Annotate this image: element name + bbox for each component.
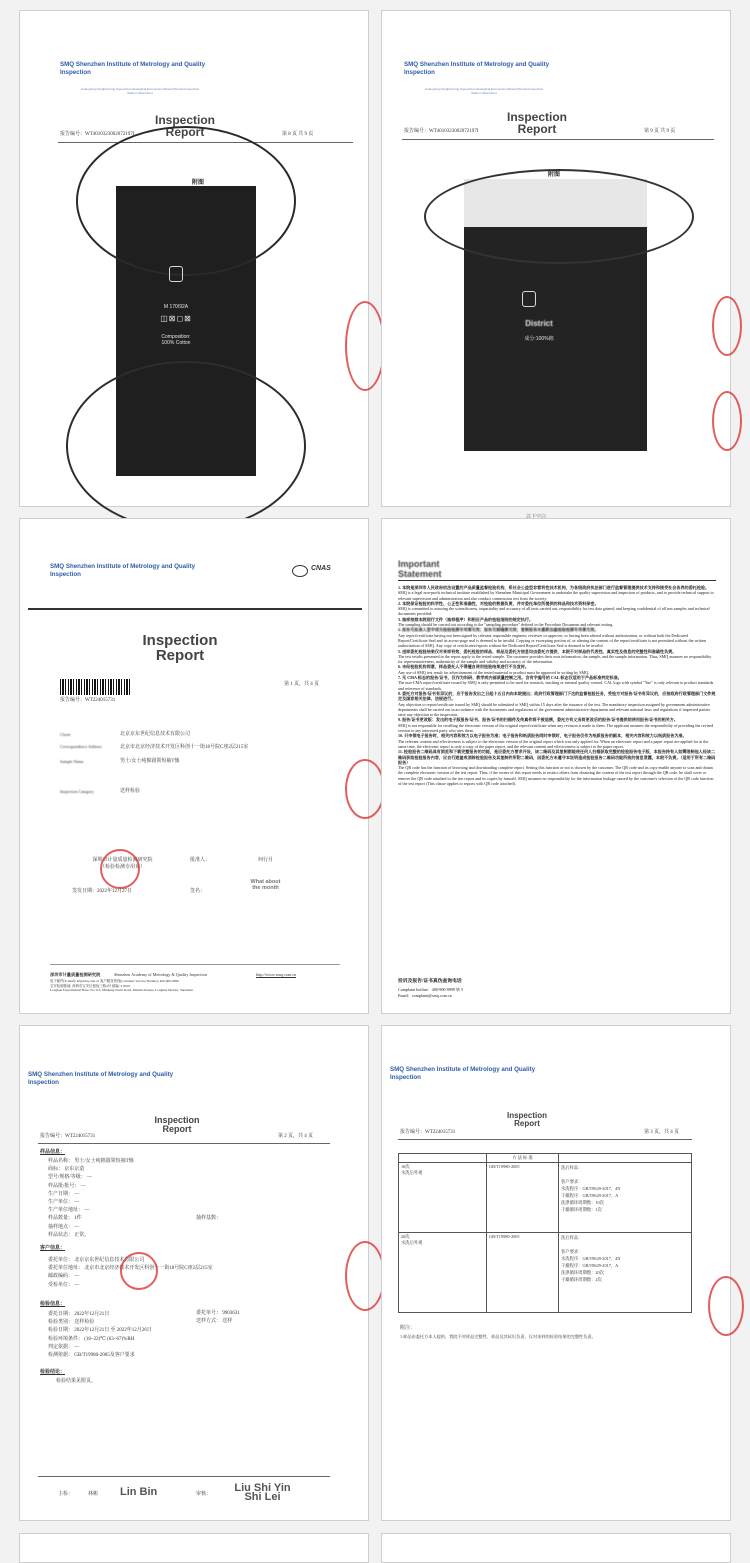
statement-item: The relevant content and effectiveness is subject to the electronic version of the original report which was only applied for. When an electronic report and a paper report are applied for at the same time, the electronic report is only a copy of the paper report, and the relevant content and effectiveness is subject to the paper report. bbox=[398, 738, 709, 749]
client-label: Client bbox=[60, 732, 71, 737]
statement-list bbox=[398, 585, 716, 786]
complaint-hotline: Complaint hotline：400-900-9999 转 5 bbox=[398, 987, 464, 992]
note-text: 1.样品由委托方本人提供，我院不对样品完整性、样品及其标识负责，仅对来样的检验结果的完整性负责。 bbox=[400, 1334, 596, 1339]
approver-name: 何行月 bbox=[258, 858, 274, 863]
size-label: M 170/92A bbox=[163, 304, 189, 310]
order-number: 委托单号： 9903631 bbox=[196, 1311, 240, 1316]
statement-item: 11. 检验报告二维码具有浏览和下载完整报告的功能，是应委托方要求开设，该二维码及其复制图能使任何人扫描获取完整的检验报告电子版，本报告持有人如需限制他人经该二维码获取检验报告内容，应自行遮盖或消除检验报告及其复制件所附二维码，因委托方未遵守本说明造成检验报告二维码功能所致的信息泄露，本院不负责。（适用于所有二维码报告） bbox=[398, 749, 716, 765]
sample-section-heading: 样品信息： bbox=[40, 1150, 66, 1155]
statement-item: 8. 委托方对报告/证书有异议的，应于报告发出之日起十五日内向本院提出；政府行政管理部门下达的监督检验任务，受检方对报告/证书有异议的，应按政府行政管理部门文件规定及国家相关法律、法规进行。 bbox=[398, 690, 716, 702]
approver-signature: What about the month bbox=[250, 879, 281, 891]
sampling-base-label: 抽样基数： bbox=[196, 1216, 222, 1221]
note-title: 附注： bbox=[400, 1326, 416, 1331]
sample-info-row: 样品状态： 正常。 bbox=[48, 1232, 90, 1238]
red-seal-stamp bbox=[100, 849, 140, 889]
footer-address: 电子邮件(E-mail): kf@smq.com.cn 客户服务热线(Customer Service Hotline): 400-900-9999 宝安检测基地: 深圳市宝安区留仙三路4号 邮编: 518101 Longhua Experimental Base: No.113, Minkang North Road, Minzhi Avenue, Longhua District, Shenzhen bbox=[50, 979, 194, 993]
results-table bbox=[398, 1153, 692, 1313]
cma-logo-icon bbox=[292, 565, 308, 577]
report-title: Inspection Report bbox=[154, 1115, 200, 1134]
sample-info-row: 生产日期： — bbox=[48, 1191, 80, 1197]
header-rule bbox=[38, 1143, 330, 1144]
complaint-heading: 投诉及报告/证书真伪查询电话 bbox=[398, 979, 462, 984]
brand-label: District bbox=[525, 319, 553, 328]
report-number: 报告编号：WT224015731 bbox=[400, 1130, 456, 1135]
statement-item: Any objection to report/certificate issued by SMQ should be submitted to SMQ within 15 days after the issuance of the test. The mandatory inspection assigned by government administrative departments shall be carried out in accordance with the documents and regulations of the government administrative department and relevant national laws and regulations if inspected parties raise any objection to the inspection. bbox=[398, 701, 711, 718]
important-statement-page bbox=[381, 518, 731, 1014]
statement-item: 10. 只申领电子报告时，相关内容和效力以电子报告为准；电子报告和纸质报告同时申领时，电子报告仅作为纸质报告的副本，相关内容和效力以纸质报告为准。 bbox=[398, 733, 687, 739]
method-cell: GB/T19980-2005 bbox=[487, 1233, 559, 1313]
institute-name: SMQ Shenzhen Institute of Metrology and Quality Inspection bbox=[404, 61, 550, 76]
collar-seam bbox=[424, 169, 694, 264]
garment-label-photo bbox=[116, 186, 256, 476]
neckband-seam bbox=[66, 361, 306, 531]
composition-label: Composition: 100% Cotton bbox=[161, 334, 191, 346]
test-info-row: 检验类别： 送样检验 bbox=[48, 1320, 95, 1326]
institute-seal-text: 深圳市计量质量检测研究院 （检验检测专用章） bbox=[92, 858, 153, 870]
footer-institute-en: Shenzhen Academy of Metrology & Quality Inspection bbox=[114, 972, 207, 977]
test-info-row: 检验环境条件： (18~22)℃ (63~67)%RH bbox=[48, 1336, 135, 1342]
statement-item: SMQ is a legal non-profit technical institute established by Shenzhen Municipal Government to undertake the quality supervision and inspection of products, and to provide technical support to relevant supervision and administration and also conduct commission test from the society. bbox=[398, 590, 714, 601]
garment-label-photo bbox=[464, 179, 647, 451]
conclusion-text: 检验结果见附页。 bbox=[56, 1379, 97, 1384]
statement-item: SMQ is not responsible for recalling the electronic version of the original report/certificate when any revision is made to them. The applicant assumes the responsibility of providing the revised version to any interested party who uses them. bbox=[398, 722, 714, 734]
type-label: Inspection Category bbox=[60, 789, 94, 794]
inspector-name: 林彬 bbox=[88, 1492, 99, 1497]
reviewer-signature: Liu Shi Yin Shi Lei bbox=[234, 1482, 291, 1503]
statement-item: SMQ is committed to assuring the scientificness, impartiality and accuracy of all tests carried out, responsibility for test data gained, and keeping confidential of all test samples and technical documents provided. bbox=[398, 606, 710, 617]
sample-info-row: 抽样地点： — bbox=[48, 1224, 80, 1230]
inspector-signature: Lin Bin bbox=[120, 1486, 158, 1498]
reviewer-label: 审核： bbox=[196, 1492, 212, 1497]
sample-info-row: 样品名称： 男士/女士纯棉圆领短袖T恤 bbox=[48, 1159, 134, 1164]
next-page-partial bbox=[19, 1533, 369, 1563]
table-row bbox=[399, 1163, 692, 1233]
test-info-row: 检验日期： 2022年12月21日 至 2022年12月26日 bbox=[48, 1328, 152, 1334]
sample-info-row: 生产单位： — bbox=[48, 1200, 80, 1206]
address-label: Correspondence Address bbox=[60, 744, 102, 749]
header-rule bbox=[28, 608, 362, 610]
report-page-8 bbox=[19, 10, 369, 507]
report-title: Inspection Report bbox=[506, 110, 567, 136]
statement-item: The sampling should be carried out according to the "sampling procedure" defined in the Procedure Document and relevant testing. bbox=[398, 622, 614, 628]
statement-item: Any use of SMQ test result for advertisement of the tested material or product must be approved in writing by SMQ. bbox=[398, 669, 590, 675]
statement-item: 4. 报告无批准人签字或无检验检测专用章无效；报告无骑缝章无效；复制报告未重新加盖检验检测专用章无效。 bbox=[398, 627, 599, 633]
statement-item: 3. 抽样按照本院现行文件（抽样程序）和相应产品的检验细则的规定执行。 bbox=[398, 616, 534, 622]
client-section-heading: 客户信息： bbox=[40, 1246, 66, 1251]
header-rule bbox=[398, 1139, 692, 1140]
footer-website-link[interactable]: http://www.smq.com.cn bbox=[256, 972, 297, 977]
sample-label: Sample Name bbox=[60, 759, 84, 764]
approver-label: 批准人： bbox=[190, 858, 211, 863]
client-info-row: 委托单位： 北京京东世纪信息技术有限公司 bbox=[48, 1258, 145, 1263]
conclusion-heading: 检验结论： bbox=[40, 1370, 66, 1375]
signature-rule bbox=[38, 1476, 330, 1477]
report-title: Inspection Report bbox=[506, 1111, 547, 1128]
statement-item: 2. 本院保证检验的科学性、公正性和准确性，对检验的数据负责，并对委托单位所提供的样品和技术资料保密。 bbox=[398, 600, 599, 606]
care-symbols-icon: ◫⊠◻⊠ bbox=[160, 314, 192, 323]
next-page-partial bbox=[381, 1533, 731, 1563]
brand-logo-icon bbox=[522, 291, 536, 307]
table-row bbox=[399, 1233, 692, 1313]
address-value: 北京市北京经济技术开发区科创十一街18号院C座2层215室 bbox=[120, 745, 249, 750]
sample-info-row: 样品批/批号： — bbox=[48, 1183, 86, 1189]
sample-info-row: 型号/规格/等级： — bbox=[48, 1175, 93, 1181]
table-header-cell bbox=[559, 1154, 692, 1163]
signature-label: 签名： bbox=[190, 889, 206, 894]
institute-name: SMQ Shenzhen Institute of Metrology and Quality Inspection bbox=[60, 61, 206, 76]
statement-item: 9. 报告/证书更改版：发出的电子版报告/证书、报告/证书的扫描件及传真件将不被追溯，委托方有义务将更改后的报告/证书提供给使用报告/证书的相关方。 bbox=[398, 717, 678, 723]
institute-subtitle: Guangdong Neighbouring Supervision Ecological Economics National Product Inspection Station (Shenzhen) bbox=[424, 87, 544, 95]
test-section-heading: 检验信息： bbox=[40, 1302, 66, 1307]
sample-info-row: 商标： 京东京造 bbox=[48, 1167, 85, 1173]
table-header-cell: 方 法 标 准 bbox=[487, 1154, 559, 1163]
statement-item: 7. 无 CMA 标志的报告/证书，仅作为科研、教学或内部质量控制之用。含有字编号的 CAL 标志仅适用于产品标准判定标准。 bbox=[398, 675, 622, 681]
institute-subtitle: Guangdong Neighbouring Supervision Ecological Economics National Product Inspection Station (Shenzhen) bbox=[80, 87, 200, 95]
report-number: 报告编号：WT224015731 bbox=[40, 1134, 96, 1139]
client-info-row: 邮政编码： — bbox=[48, 1274, 80, 1280]
statement-item: 5. 送样委托检验结果仅对来样有效，委托检验的样品、样品及委托方信息均由委托方提供，本院不对样品的代表性、真实性及信息的完整性和准确性负责。 bbox=[398, 648, 677, 654]
client-info-row: 受检单位： — bbox=[48, 1282, 80, 1288]
report-info-page bbox=[19, 1025, 369, 1521]
header-rule bbox=[402, 139, 714, 140]
red-seal-stamp bbox=[120, 1252, 158, 1290]
red-seal-stamp bbox=[345, 301, 385, 391]
page-number: 第 2 页，共 4 页 bbox=[278, 1134, 314, 1139]
collar-seam bbox=[76, 126, 296, 276]
issue-date: 签发日期：2022年12月27日 bbox=[72, 889, 133, 894]
institute-name: SMQ Shenzhen Institute of Metrology and Quality Inspection bbox=[390, 1066, 536, 1081]
test-info-row: 委托日期： 2022年12月21日 bbox=[48, 1312, 110, 1317]
test-info-list bbox=[48, 1311, 152, 1360]
report-title: Inspection Report bbox=[142, 632, 218, 664]
institute-name: SMQ Shenzhen Institute of Metrology and Quality Inspection bbox=[50, 563, 196, 578]
sample-info-row: 生产单位地址： — bbox=[48, 1208, 90, 1214]
page-number: 第 9 页 共 9 页 bbox=[644, 129, 676, 134]
statement-rule bbox=[398, 580, 716, 581]
inspector-label: 主检： bbox=[58, 1492, 74, 1497]
statement-item: The non-CMA report/certificate issued by SMQ is only permitted to be used for research, teaching or internal quality control. CAL logo with symbol "Yue" is only relevant to product standards and reference of standards. bbox=[398, 680, 714, 691]
footer-institute-cn: 深圳市计量质量检测研究院 bbox=[50, 972, 101, 977]
statement-item: 1. 本院是深圳市人民政府依法设置的产品质量监督检验机构，系社会公益型非营利性技术机构，为各级政府执法部门进行监督管理提供技术支持和接受社会各界的委托检验。 bbox=[398, 585, 710, 590]
page-number: 第 1 页，共 4 页 bbox=[284, 682, 320, 687]
complaint-email: Email：complaint@smq.com.cn bbox=[398, 993, 452, 998]
test-item-cell: 20次 水洗后外观 bbox=[399, 1233, 487, 1313]
statement-item: The test results presented in the report apply to the tested sample. The customer provides their own information, the sample, and the sample information. Thus, SMQ assumes no responsibility for representativeness, authenticity of the sample and validity and accuracy of the information. bbox=[398, 653, 712, 665]
test-info-row: 检测依据： GB/T19980-2005及客户要求 bbox=[48, 1353, 135, 1359]
institute-name: SMQ Shenzhen Institute of Metrology and Quality Inspection bbox=[28, 1071, 174, 1086]
result-cell: 洗后样品： 客户要求： 水洗程序：GB/T8629-2017，4N 干燥程序：GB/T8629-2017，A 洗涤循环周期数：10次 干燥循环周期数：1次 bbox=[559, 1163, 692, 1233]
red-seal-stamp bbox=[712, 391, 742, 451]
cnas-logo: CNAS bbox=[311, 565, 331, 572]
statement-item: Any report/certificate having not been signed by relevant responsible engineer, reviewer or approver, or having been altered without authorization, or without both the Dedicated Report/Certificate Seal and its across-page seal is deemed to be invalid. Copying or excerpting portion of, or altering the content of the report/certificate is not permitted without the written authorization of SMQ. Any copy of certificates/reports without the Dedicated Report/Certificate Seal is deemed to be invalid. bbox=[398, 632, 707, 649]
type-value: 送样检验 bbox=[120, 789, 141, 794]
figure-label: 附图 bbox=[192, 180, 205, 186]
report-number: 报告编号：WT224015731 bbox=[60, 698, 116, 703]
sample-value: 男士/女士纯棉圆领短袖T恤 bbox=[120, 759, 180, 764]
page-number: 第 3 页，共 4 页 bbox=[644, 1130, 680, 1135]
test-info-row: 判定依据： — bbox=[48, 1344, 80, 1350]
brand-logo-icon bbox=[169, 266, 183, 282]
sample-info-list bbox=[48, 1158, 134, 1240]
red-seal-stamp bbox=[708, 1276, 744, 1336]
statement-title: Important Statement bbox=[398, 559, 442, 579]
barcode-icon bbox=[60, 679, 130, 695]
sample-delivery-way: 送样方式： 送样 bbox=[196, 1319, 233, 1324]
figure-label: 附图 bbox=[548, 172, 561, 178]
table-header-cell bbox=[399, 1154, 487, 1163]
client-value: 北京京东世纪信息技术有限公司 bbox=[120, 732, 191, 737]
report-title: Inspection Report bbox=[154, 113, 215, 139]
composition-label: 成分:100%棉 bbox=[524, 336, 554, 342]
report-page-9 bbox=[381, 10, 731, 507]
method-cell: GB/T19980-2005 bbox=[487, 1163, 559, 1233]
report-number: 报告编号：WT4010323002072197I bbox=[60, 132, 135, 137]
client-info-row: 委托单位地址： 北京市北京经济技术开发区科创十一街18号院C座2层215室 bbox=[48, 1266, 213, 1272]
report-cover-page bbox=[19, 518, 369, 1014]
footer-rule bbox=[50, 964, 340, 965]
red-seal-stamp bbox=[345, 1241, 385, 1311]
report-number: 报告编号：WT4010323002072197I bbox=[404, 129, 479, 134]
red-seal-stamp bbox=[345, 759, 385, 819]
result-cell: 洗后样品： 客户要求： 水洗程序：GB/T8629-2017，4N 干燥程序：GB/T8629-2017，A 洗涤循环周期数：20次 干燥循环周期数：2次 bbox=[559, 1233, 692, 1313]
statement-item: The QR code has the function of browsing and downloading complete report. Setting this function or not is chosen by the customer. The QR code and its copy enable anyone to scan and obtain the complete electronic version of the test report. Thus, if the owner of this report needs to restrict others from obtaining the content of the test report through the QR code, he shall cover or remove the QR code attached to the test report and its copies by himself. SMQ assumes no responsibility for the information leakage caused by the customer's selection of the QR code function of the test report (This clause applies to reports with QR code attached). bbox=[398, 765, 714, 786]
statement-item: 6. 未经检验机构同意，样品委托人不得擅自使用检验结果进行不当宣传。 bbox=[398, 664, 529, 670]
sample-info-row: 样品数量： 1件 bbox=[48, 1216, 82, 1222]
page-number: 第 8 页 共 9 页 bbox=[282, 132, 314, 137]
test-item-cell: 10次 水洗后外观 bbox=[399, 1163, 487, 1233]
report-results-page bbox=[381, 1025, 731, 1521]
table-header-row bbox=[399, 1154, 692, 1163]
red-seal-stamp bbox=[712, 296, 742, 356]
